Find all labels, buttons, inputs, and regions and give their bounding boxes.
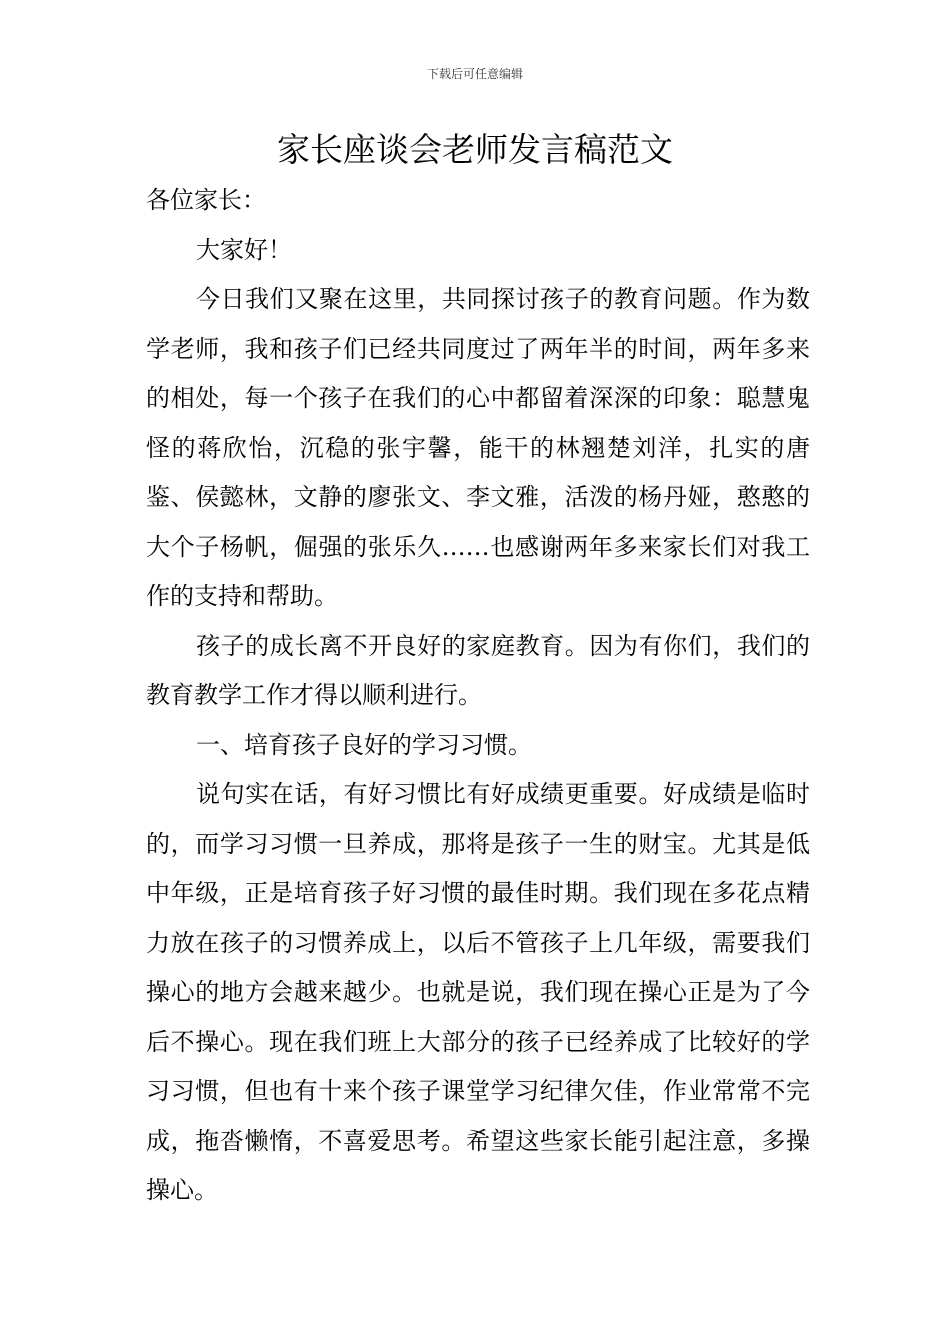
- header-note: 下载后可任意编辑: [426, 67, 523, 81]
- paragraph-family-education: 孩子的成长离不开良好的家庭教育。因为有你们，我们的教育教学工作才得以顺利进行。: [146, 631, 810, 709]
- page-title: 家长座谈会老师发言稿范文: [277, 130, 673, 169]
- greeting: 大家好！: [196, 235, 292, 264]
- section-heading-habits: 一、培育孩子良好的学习习惯。: [196, 730, 532, 759]
- salutation: 各位家长：: [146, 186, 266, 214]
- paragraph-intro: 今日我们又聚在这里，共同探讨孩子的教育问题。作为数学老师，我和孩子们已经共同度过了两年半的时间，两年多来的相处，每一个孩子在我们的心中都留着深深的印象：聪慧鬼怪的蒋欣怡，沉稳的张宇馨，能干的林翘楚刘洋，扎实的唐鉴、侯懿林，文静的廖张文、李文雅，活泼的杨丹娅，憨憨的大个子杨帆，倔强的张乐久……也感谢两年多来家长们对我工作的支持和帮助。: [146, 285, 810, 610]
- paragraph-habits: 说句实在话，有好习惯比有好成绩更重要。好成绩是临时的，而学习习惯一旦养成，那将是孩子一生的财宝。尤其是低中年级，正是培育孩子好习惯的最佳时期。我们现在多花点精力放在孩子的习惯养成上，以后不管孩子上几年级，需要我们操心的地方会越来越少。也就是说，我们现在操心正是为了今后不操心。现在我们班上大部分的孩子已经养成了比较好的学习习惯，但也有十来个孩子课堂学习纪律欠佳，作业常常不完成，拖沓懒惰，不喜爱思考。希望这些家长能引起注意，多操操心。: [146, 780, 810, 1204]
- document-body: [146, 176, 810, 1216]
